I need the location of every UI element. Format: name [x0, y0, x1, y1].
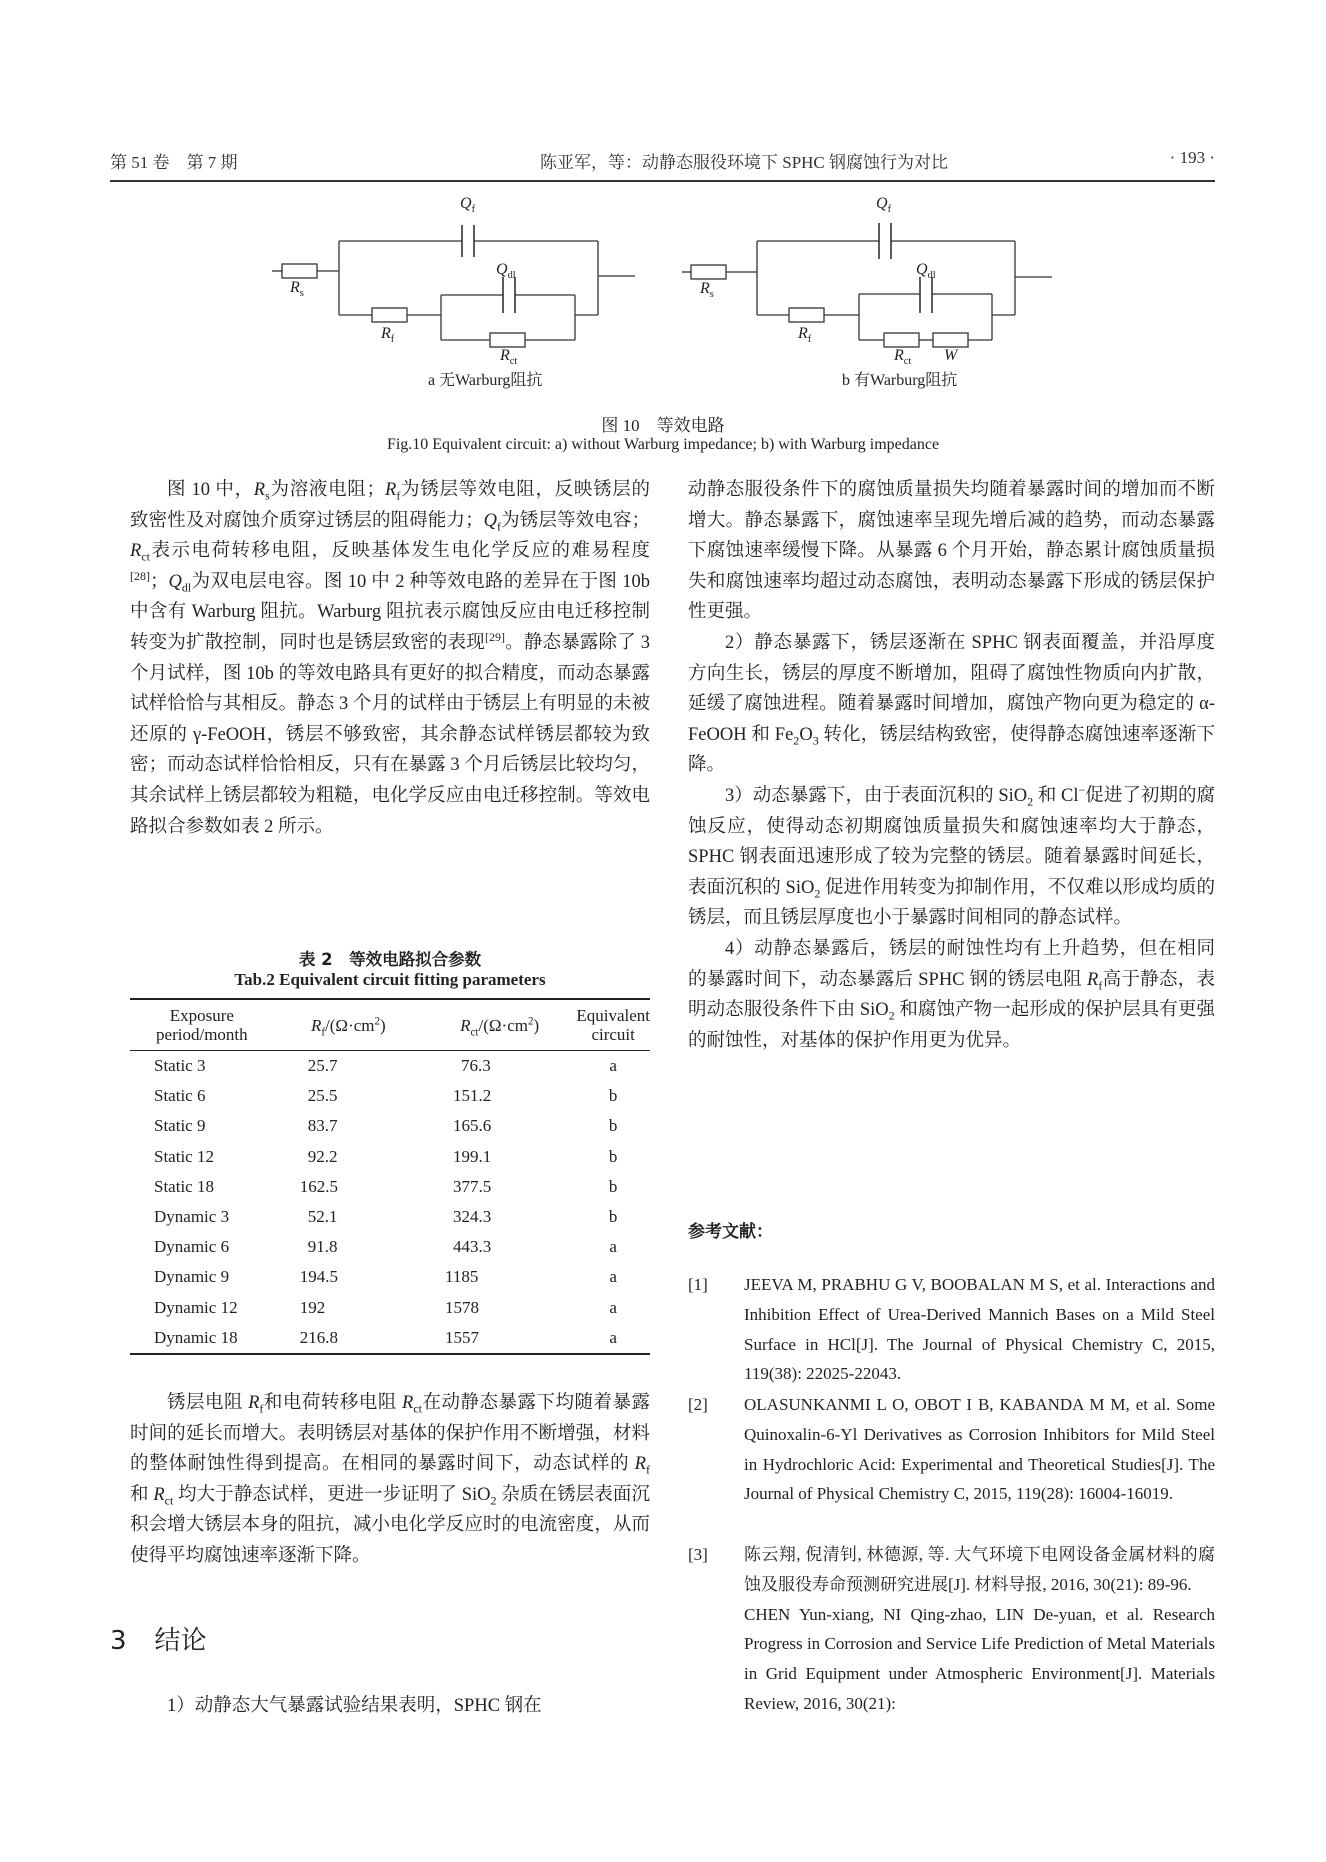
- label-rct: $R_{ct}$: [500, 347, 518, 368]
- cell-period: Dynamic 18: [154, 1327, 238, 1347]
- page-number: · 193 ·: [1169, 148, 1215, 167]
- paragraph: 锈层电阻 $R_f$和电荷转移电阻 $R_{ct}$在动静态暴露下均随着暴露时间的延长而增大。表明锈层对基体的保护作用不断增强，材料的整体耐蚀性得到提高。在相同的暴露时间下，动态试样的 $R_f$ 和 $R_{ct}$ 均大于静态试样，更进一步证明了 SiO$_2$ 杂质在锈层表面沉积会增大锈层本身的阻抗，减小电化学反应时的电流密度，从而使得平均腐蚀速率逐渐下降。: [130, 1393, 650, 1566]
- table-row: [130, 1202, 650, 1232]
- table-row: [130, 1172, 650, 1202]
- label-w: W: [944, 347, 958, 364]
- volume-issue: 第 51 卷 第 7 期: [110, 153, 238, 172]
- header-equivalent-circuit: Equivalent circuit: [576, 1006, 650, 1044]
- citation-28[interactable]: [28]: [130, 568, 151, 583]
- label-rs: $R_s$: [290, 279, 304, 300]
- cell-rf: 192: [299, 1297, 326, 1317]
- reference-text: 陈云翔, 倪清钊, 林德源, 等. 大气环境下电网设备金属材料的腐蚀及服役寿命预测研究进展[J]. 材料导报, 2016, 30(21): 89-96.: [744, 1545, 1215, 1594]
- label-rf: $R_f$: [798, 325, 812, 346]
- right-column-text: [688, 475, 1215, 1056]
- table-row: [130, 1323, 650, 1354]
- table-title-en: Tab.2 Equivalent circuit fitting parameters: [234, 970, 546, 989]
- running-header: [110, 148, 1215, 172]
- cell-rct: 324.3: [452, 1207, 492, 1227]
- label-rf: $R_f$: [381, 325, 395, 346]
- cell-rct: 1557: [444, 1327, 479, 1347]
- paragraph: 动静态服役条件下的腐蚀质量损失均随着暴露时间的增加而不断增大。静态暴露下，腐蚀速率呈现先增后减的趋势，而动态暴露下腐蚀速率缓慢下降。从暴露 6 个月开始，静态累计腐蚀质量损失和腐蚀速率均超过动态腐蚀，表明动态暴露下形成的锈层保护性更强。: [688, 480, 1215, 623]
- cell-circuit: b: [608, 1116, 618, 1136]
- figure-title-cn: 图 10 等效电路: [601, 416, 725, 435]
- figure-caption-en: Fig.10 Equivalent circuit: a) without Warburg impedance; b) with Warburg impedance: [386, 436, 940, 453]
- cell-rf: 25.5: [307, 1086, 338, 1106]
- cell-circuit: b: [608, 1176, 618, 1196]
- resistor-rs-icon: [282, 264, 317, 278]
- label-qdl: $Q_{dl}$: [916, 261, 936, 282]
- cell-period: Static 6: [154, 1086, 206, 1106]
- table-row: [130, 1293, 650, 1323]
- section-title: 结论: [154, 1626, 207, 1656]
- cell-period: Dynamic 3: [154, 1207, 230, 1227]
- cell-circuit: a: [609, 1056, 617, 1076]
- cell-circuit: a: [609, 1237, 617, 1257]
- table-row: [130, 1081, 650, 1111]
- resistor-rf-icon: [372, 308, 407, 322]
- cell-circuit: b: [608, 1086, 618, 1106]
- reference-text: JEEVA M, PRABHU G V, BOOBALAN M S, et al. Interactions and Inhibition Effect of Urea-Derived Mannich Bases on a Mild Steel Surface in HCl[J]. The Journal of Physical Chemistry C, 2015, 119(38): 22025-22043.: [744, 1275, 1215, 1384]
- cell-rf: 162.5: [299, 1176, 338, 1196]
- label-qf: $Q_f$: [460, 195, 476, 216]
- cell-period: Static 12: [154, 1146, 214, 1166]
- warburg-element-icon: [933, 333, 968, 347]
- table-row: [130, 1051, 650, 1082]
- label-rct: $R_{ct}$: [894, 347, 912, 368]
- header-rct: $R_{ct}/(\Omega\cdot cm^2)$: [460, 1014, 540, 1038]
- paragraph: 2）静态暴露下，锈层逐渐在 SPHC 钢表面覆盖，并沿厚度方向生长，锈层的厚度不断增加，阻碍了腐蚀性物质向内扩散，延缓了腐蚀进程。随着暴露时间增加，腐蚀产物向更为稳定的 α-FeOOH 和 $Fe_2O_3$ 转化，锈层结构致密，使得静态腐蚀速率逐渐下降。: [688, 632, 1215, 776]
- cell-rf: 83.7: [307, 1116, 338, 1136]
- cell-rct: 1185: [444, 1267, 479, 1287]
- circuit-b-svg: [670, 195, 1070, 385]
- label-qdl: $Q_{dl}$: [496, 261, 516, 282]
- cell-rf: 91.8: [307, 1237, 338, 1257]
- header-rf: $R_f/(\Omega\cdot cm^2)$: [310, 1014, 386, 1038]
- cell-period: Dynamic 12: [154, 1297, 238, 1317]
- resistor-rct-icon: [490, 333, 525, 347]
- left-column-text-2: [130, 1388, 650, 1572]
- table-row: [130, 1232, 650, 1262]
- section-heading: [110, 1620, 207, 1657]
- label-qf: $Q_f$: [876, 195, 892, 216]
- cell-rct: 151.2: [452, 1086, 492, 1106]
- cell-rct: 443.3: [452, 1237, 492, 1257]
- table-row: [130, 1111, 650, 1141]
- cell-rf: 52.1: [307, 1207, 338, 1227]
- table-title-cn: 表 2 等效电路拟合参数: [298, 950, 482, 969]
- header-rule: [110, 180, 1215, 182]
- circuit-diagram-a: [250, 195, 650, 389]
- running-title: 陈亚军，等：动静态服役环境下 SPHC 钢腐蚀行为对比: [540, 153, 949, 172]
- table-row: [130, 1142, 650, 1172]
- reference-item: [688, 1270, 1215, 1389]
- cell-rf: 216.8: [299, 1327, 338, 1347]
- cell-period: Static 9: [154, 1116, 206, 1136]
- resistor-rf-icon: [789, 308, 824, 322]
- reference-number: [1]: [688, 1275, 708, 1294]
- section-number: 3: [110, 1626, 127, 1656]
- reference-number: [3]: [688, 1545, 708, 1564]
- paragraph: 图 10 中，$R_s$为溶液电阻；$R_f$为锈层等效电阻，反映锈层的致密性及对腐蚀介质穿过锈层的阻碍能力；$Q_f$为锈层等效电容；$R_{ct}$表示电荷转移电阻，反映基体发生电化学反应的难易程度[28]；$Q_{dl}$为双电层电容。图 10 中 2 种等效电路的差异在于图 10b 中含有 Warburg 阻抗。Warburg 阻抗表示腐蚀反应由电迁移控制转变为扩散控制，同时也是锈层致密的表现[29]。静态暴露除了 3 个月试样，图 10b 的等效电路具有更好的拟合精度，而动态暴露试样恰恰与其相反。静态 3 个月的试样由于锈层上有明显的未被还原的 γ-FeOOH，锈层不够致密，其余静态试样锈层都较为致密；而动态试样恰恰相反，只有在暴露 3 个月后锈层比较均匀，其余试样上锈层都较为粗糙，电化学反应由电迁移控制。等效电路拟合参数如表 2 所示。: [130, 480, 650, 837]
- cell-rct: 377.5: [452, 1176, 492, 1196]
- paragraph: 4）动静态暴露后，锈层的耐蚀性均有上升趋势，但在相同的暴露时间下，动态暴露后 SPHC 钢的锈层电阻 $R_f$高于静态，表明动态服役条件下由 SiO$_2$ 和腐蚀产物一起形成的保护层具有更强的耐蚀性，对基体的保护作用更为优异。: [688, 938, 1215, 1051]
- cell-circuit: a: [609, 1267, 617, 1287]
- header-exposure-period: Exposure period/month: [156, 1006, 248, 1044]
- reference-text-en: CHEN Yun-xiang, NI Qing-zhao, LIN De-yuan, et al. Research Progress in Corrosion and Service Life Prediction of Metal Materials in Grid Equipment under Atmospheric Environment[J]. Materials Review, 2016, 30(21):: [744, 1604, 1215, 1713]
- cell-rf: 92.2: [307, 1146, 338, 1166]
- cell-period: Static 3: [154, 1056, 206, 1076]
- reference-number: [2]: [688, 1395, 708, 1414]
- resistor-rct-icon: [884, 333, 919, 347]
- cell-rf: 25.7: [307, 1056, 338, 1076]
- equivalent-circuit-parameter-table: [130, 998, 650, 1355]
- circuit-a-svg: [250, 195, 650, 385]
- paragraph: 3）动态暴露下，由于表面沉积的 SiO$_2$ 和 Cl−促进了初期的腐蚀反应，使得动态初期腐蚀质量损失和腐蚀速率均大于静态，SPHC 钢表面迅速形成了较为完整的锈层。随着暴露时间延长，表面沉积的 SiO$_2$ 促进作用转变为抑制作用，不仅难以形成均质的锈层，而且锈层厚度也小于暴露时间相同的静态试样。: [688, 782, 1215, 929]
- paragraph: 1）动静态大气暴露试验结果表明，SPHC 钢在: [167, 1696, 542, 1716]
- cell-circuit: a: [609, 1297, 617, 1317]
- cell-rct: 199.1: [452, 1146, 492, 1166]
- table-row: [130, 1262, 650, 1292]
- references-heading: 参考文献：: [688, 1222, 773, 1242]
- cell-circuit: a: [609, 1327, 617, 1347]
- table-header-row: [130, 999, 650, 1051]
- citation-29[interactable]: [29]: [484, 629, 505, 644]
- resistor-rs-icon: [691, 265, 726, 279]
- cell-period: Dynamic 9: [154, 1267, 230, 1287]
- cell-rf: 194.5: [299, 1267, 338, 1287]
- label-rs: $R_s$: [700, 280, 714, 301]
- panel-b-caption: b 有Warburg阻抗: [842, 372, 958, 389]
- reference-text: OLASUNKANMI L O, OBOT I B, KABANDA M M, et al. Some Quinoxalin-6-Yl Derivatives as Corrosion Inhibitors for Mild Steel in Hydrochloric Acid: Experimental and Theoretical Studies[J]. The Journal of Physical Chemistry C, 2015, 119(28): 16004-16019.: [744, 1395, 1215, 1504]
- cell-rct: 1578: [444, 1297, 479, 1317]
- reference-item: [688, 1540, 1215, 1719]
- cell-rct: 76.3: [460, 1056, 491, 1076]
- cell-circuit: b: [608, 1146, 618, 1166]
- reference-item: [688, 1390, 1215, 1509]
- panel-a-caption: a 无Warburg阻抗: [428, 372, 543, 389]
- left-column-text: [130, 475, 650, 842]
- cell-rct: 165.6: [452, 1116, 492, 1136]
- cell-circuit: b: [608, 1207, 618, 1227]
- cell-period: Dynamic 6: [154, 1237, 230, 1257]
- circuit-diagram-b: [670, 195, 1070, 389]
- left-column-text-3: [130, 1691, 650, 1722]
- cell-period: Static 18: [154, 1176, 214, 1196]
